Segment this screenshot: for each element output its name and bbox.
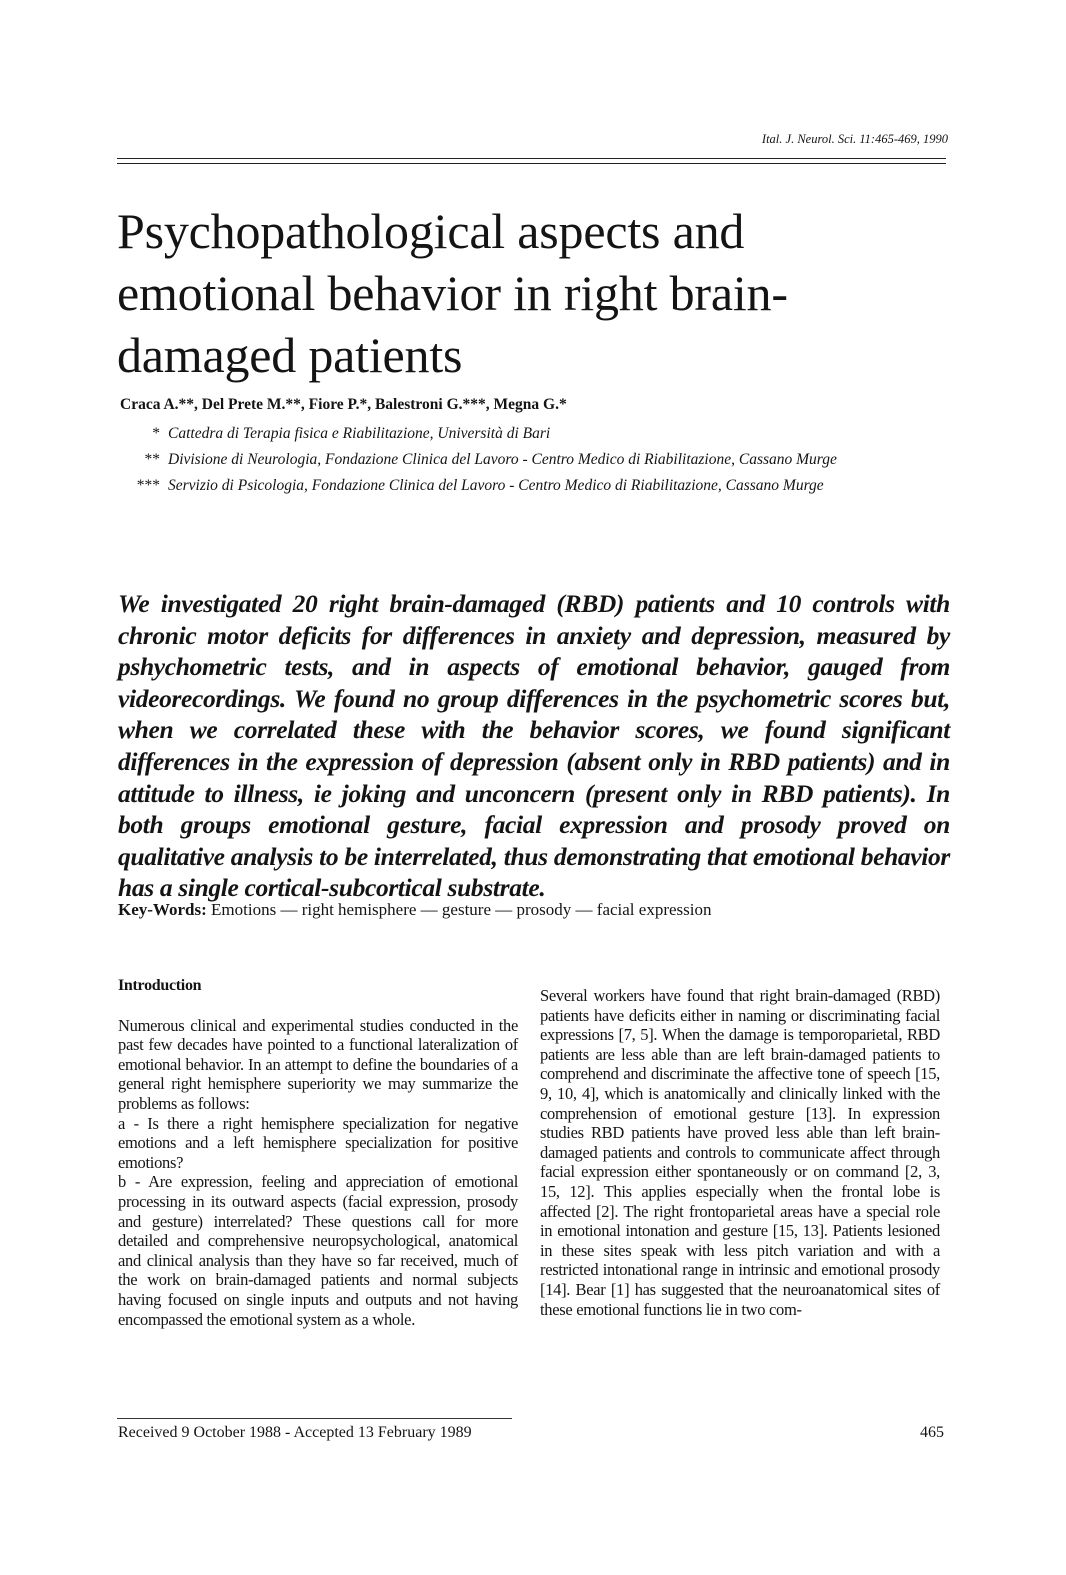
page-number: 465 — [920, 1424, 944, 1441]
keywords-label: Key-Words: — [118, 900, 207, 919]
footer-rule — [117, 1418, 512, 1419]
affiliation-item — [120, 448, 950, 472]
affiliation-text: Divisione di Neurologia, Fondazione Clinica del Lavoro - Centro Medico di Riabilitazione, Cassano Murge — [168, 451, 837, 468]
section-heading-introduction: Introduction — [118, 977, 202, 994]
abstract: We investigated 20 right brain-damaged (RBD) patients and 10 controls with chronic motor deficits for differences in anxiety and depression, measured by pshychometric tests, and in aspects of emotional behavior, gauged from videorecordings. We found no group differences in the psychometric scores but, when we correlated these with the behavior scores, we found significant differences in the expression of depression (absent only in RBD patients) and in attitude to illness, ie joking and unconcern (present only in RBD patients). In both groups emotional gesture, facial expression and prosody proved on qualitative analysis to be interrelated, thus demonstrating that emotional behavior has a single cortical-subcortical substrate. — [118, 589, 950, 903]
affiliation-mark: * — [152, 425, 160, 442]
affiliation-item — [120, 422, 950, 446]
affiliation-mark: ** — [144, 451, 160, 468]
affiliation-text: Servizio di Psicologia, Fondazione Clinica del Lavoro - Centro Medico di Riabilitazione, Cassano Murge — [168, 477, 824, 494]
intro-question-a: a - Is there a right hemisphere specialization for negative emotions and a left hemisphere specialization for positive emotions? — [118, 1113, 518, 1172]
author-list: Craca A.**, Del Prete M.**, Fiore P.*, Balestroni G.***, Megna G.* — [120, 396, 567, 413]
right-column-paragraph: Several workers have found that right brain-damaged (RBD) patients have deficits either in naming or discriminating facial expressions [7, 5]. When the damage is temporoparietal, RBD patients are less able than are left brain-damaged patients to comprehend and discriminate the affective tone of speech [15, 9, 10, 4], which is anatomically and clinically linked with the comprehension of emotional gesture [13]. In expression studies RBD patients have proved less able than left brain-damaged patients and controls to communicate affect through facial expression either spontaneously or on command [2, 3, 15, 12]. This applies especially when the frontal lobe is affected [2]. The right frontoparietal areas have a special role in emotional intonation and gesture [15, 13]. Patients lesioned in these sites speak with less pitch variation and with a restricted intonational range in intrinsic and emotional prosody [14]. Bear [1] has suggested that the neuroanatomical sites of these emotional functions lie in two com- — [540, 986, 940, 1319]
received-dates: Received 9 October 1988 - Accepted 13 February 1989 — [118, 1424, 472, 1441]
keywords — [118, 900, 958, 920]
affiliation-list — [120, 422, 950, 500]
intro-paragraph: Numerous clinical and experimental studies conducted in the past few decades have pointed to a functional lateralization of emotional behavior. In an attempt to define the boundaries of a general right hemisphere superiority we may summarize the problems as follows: — [118, 1015, 518, 1113]
header-double-rule — [117, 158, 946, 164]
affiliation-item — [120, 474, 950, 498]
journal-reference: Ital. J. Neurol. Sci. 11:465-469, 1990 — [761, 132, 948, 146]
left-column — [118, 976, 518, 1329]
affiliation-text: Cattedra di Terapia fisica e Riabilitazione, Università di Bari — [168, 425, 551, 442]
affiliation-mark: *** — [136, 477, 160, 494]
keywords-text: Emotions — right hemisphere — gesture — prosody — facial expression — [211, 900, 712, 919]
intro-question-b: b - Are expression, feeling and appreciation of emotional processing in its outward aspects (facial expression, prosody and gesture) interrelated? These questions call for more detailed and comprehensive neuropsychological, anatomical and clinical analysis than they have so far received, much of the work on brain-damaged patients and normal subjects having focused on single inputs and outputs and not having encompassed the emotional system as a whole. — [118, 1172, 518, 1329]
right-column — [540, 986, 940, 1319]
article-title: Psychopathological aspects and emotional behavior in right brain-damaged patients — [117, 203, 788, 383]
